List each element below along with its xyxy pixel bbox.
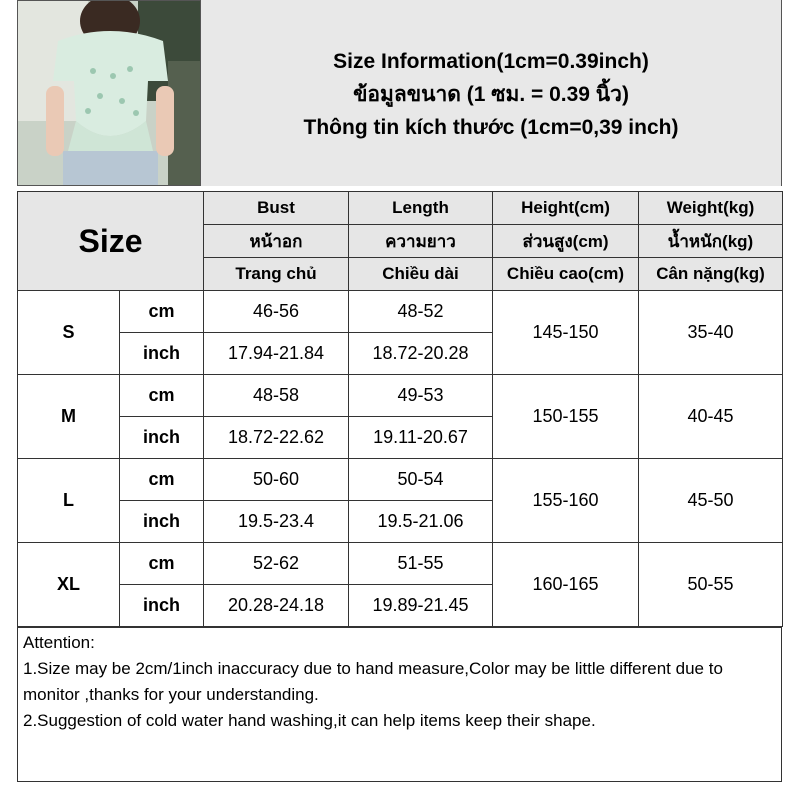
table-row <box>18 375 783 417</box>
length-inch: 19.89-21.45 <box>349 585 493 627</box>
col-length-vi: Chiều dài <box>349 258 493 291</box>
unit-cm: cm <box>120 291 204 333</box>
height-value: 145-150 <box>493 291 639 375</box>
col-length-en: Length <box>349 192 493 225</box>
title-english: Size Information(1cm=0.39inch) <box>333 49 649 73</box>
unit-inch: inch <box>120 417 204 459</box>
length-cm: 50-54 <box>349 459 493 501</box>
length-cm: 51-55 <box>349 543 493 585</box>
length-inch: 19.11-20.67 <box>349 417 493 459</box>
size-header: Size <box>18 192 204 291</box>
bust-cm: 46-56 <box>204 291 349 333</box>
notes-line-2: 2.Suggestion of cold water hand washing,it can help items keep their shape. <box>23 711 596 730</box>
col-height-en: Height(cm) <box>493 192 639 225</box>
table-row <box>18 459 783 501</box>
product-photo-image <box>18 1 201 186</box>
table-row <box>18 543 783 585</box>
weight-value: 40-45 <box>639 375 783 459</box>
title-block <box>201 0 782 186</box>
weight-value: 50-55 <box>639 543 783 627</box>
bust-inch: 20.28-24.18 <box>204 585 349 627</box>
bust-cm: 50-60 <box>204 459 349 501</box>
weight-value: 45-50 <box>639 459 783 543</box>
bust-inch: 18.72-22.62 <box>204 417 349 459</box>
length-cm: 49-53 <box>349 375 493 417</box>
title-thai: ข้อมูลขนาด (1 ซม. = 0.39 นิ้ว) <box>353 82 629 106</box>
table-row <box>18 291 783 333</box>
product-photo <box>17 0 201 186</box>
col-bust-th: หน้าอก <box>204 225 349 258</box>
col-weight-en: Weight(kg) <box>639 192 783 225</box>
col-bust-vi: Trang chủ <box>204 258 349 291</box>
size-label: S <box>18 291 120 375</box>
col-height-th: ส่วนสูง(cm) <box>493 225 639 258</box>
col-bust-en: Bust <box>204 192 349 225</box>
length-cm: 48-52 <box>349 291 493 333</box>
size-table <box>17 191 783 627</box>
unit-cm: cm <box>120 375 204 417</box>
bust-cm: 48-58 <box>204 375 349 417</box>
attention-notes <box>17 627 782 782</box>
notes-heading: Attention: <box>23 633 95 652</box>
height-value: 160-165 <box>493 543 639 627</box>
title-vietnamese: Thông tin kích thước (1cm=0,39 inch) <box>303 115 679 139</box>
unit-inch: inch <box>120 333 204 375</box>
weight-value: 35-40 <box>639 291 783 375</box>
bust-cm: 52-62 <box>204 543 349 585</box>
bust-inch: 17.94-21.84 <box>204 333 349 375</box>
bust-inch: 19.5-23.4 <box>204 501 349 543</box>
header-row-english <box>18 192 783 225</box>
notes-line-1: 1.Size may be 2cm/1inch inaccuracy due to hand measure,Color may be little different due to monitor ,thanks for your understanding. <box>23 659 723 704</box>
col-length-th: ความยาว <box>349 225 493 258</box>
col-weight-th: น้ำหนัก(kg) <box>639 225 783 258</box>
unit-inch: inch <box>120 585 204 627</box>
length-inch: 19.5-21.06 <box>349 501 493 543</box>
height-value: 150-155 <box>493 375 639 459</box>
col-weight-vi: Cân nặng(kg) <box>639 258 783 291</box>
size-label: XL <box>18 543 120 627</box>
size-label: M <box>18 375 120 459</box>
length-inch: 18.72-20.28 <box>349 333 493 375</box>
col-height-vi: Chiều cao(cm) <box>493 258 639 291</box>
unit-cm: cm <box>120 459 204 501</box>
size-label: L <box>18 459 120 543</box>
height-value: 155-160 <box>493 459 639 543</box>
unit-cm: cm <box>120 543 204 585</box>
unit-inch: inch <box>120 501 204 543</box>
